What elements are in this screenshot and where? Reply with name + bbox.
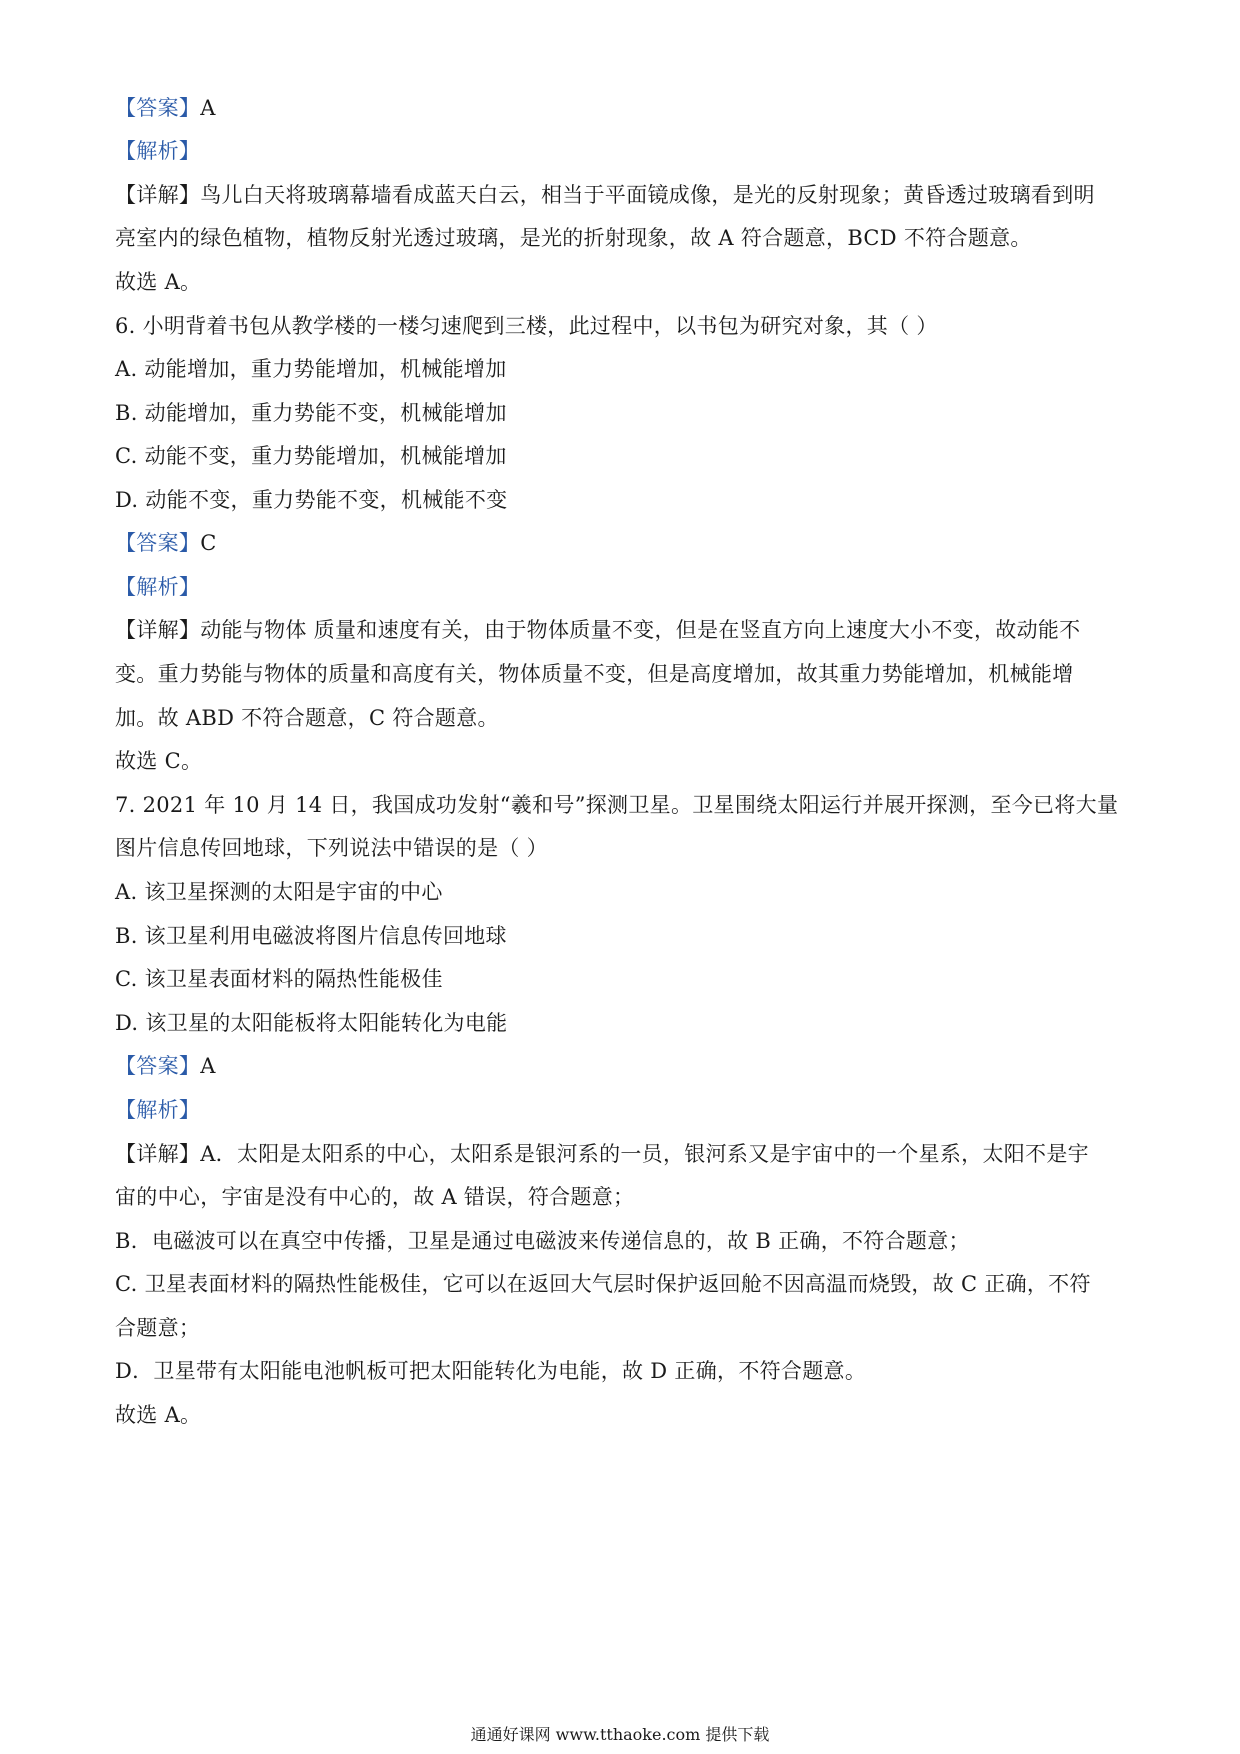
text-line: [115, 136, 1135, 166]
text-line: [115, 223, 1135, 253]
text-line: [115, 398, 1135, 428]
text-line: [115, 1095, 1135, 1125]
line-text: B. 动能增加，重力势能不变，机械能增加: [115, 401, 507, 425]
line-text: C. 动能不变，重力势能增加，机械能增加: [115, 444, 507, 468]
line-text: 宙的中心，宇宙是没有中心的，故 A 错误，符合题意；: [115, 1185, 635, 1209]
line-text: 【详解】动能与物体 质量和速度有关，由于物体质量不变，但是在竖直方向上速度大小不变，故动能不: [115, 618, 1081, 642]
text-line: [115, 790, 1135, 820]
text-line: [115, 703, 1135, 733]
text-line: [115, 877, 1135, 907]
line-text: 故选 C。: [115, 749, 203, 773]
text-line: [115, 311, 1135, 341]
text-line: [115, 1182, 1135, 1212]
line-text: A: [200, 1054, 216, 1078]
line-text: 故选 A。: [115, 270, 202, 294]
text-line: [115, 833, 1135, 863]
text-line: [115, 441, 1135, 471]
text-line: [115, 1400, 1135, 1430]
line-text: 6. 小明背着书包从教学楼的一楼匀速爬到三楼，此过程中，以书包为研究对象，其（ ）: [115, 314, 938, 338]
text-line: [115, 964, 1135, 994]
section-label: 【答案】: [115, 531, 201, 555]
line-text: 7. 2021 年 10 月 14 日，我国成功发射“羲和号”探测卫星。卫星围绕太阳运行并展开探测，至今已将大量: [115, 793, 1119, 817]
text-line: [115, 1313, 1135, 1343]
section-label: 【解析】: [115, 575, 201, 599]
line-text: 变。重力势能与物体的质量和高度有关，物体质量不变，但是高度增加，故其重力势能增加，机械能增: [115, 662, 1074, 686]
text-line: [115, 659, 1135, 689]
text-line: [115, 615, 1135, 645]
section-label: 【解析】: [115, 1098, 201, 1122]
line-text: A: [200, 96, 216, 120]
text-line: [115, 1269, 1135, 1299]
line-text: 图片信息传回地球，下列说法中错误的是（ ）: [115, 836, 548, 860]
text-line: [115, 921, 1135, 951]
section-label: 【答案】: [115, 1054, 201, 1078]
text-line: [115, 485, 1135, 515]
text-line: [115, 746, 1135, 776]
line-text: 【详解】鸟儿白天将玻璃幕墙看成蓝天白云，相当于平面镜成像，是光的反射现象；黄昏透过玻璃看到明: [115, 183, 1095, 207]
line-text: A. 该卫星探测的太阳是宇宙的中心: [115, 880, 443, 904]
line-text: D. 该卫星的太阳能板将太阳能转化为电能: [115, 1011, 508, 1035]
line-text: B．电磁波可以在真空中传播，卫星是通过电磁波来传递信息的，故 B 正确，不符合题意；: [115, 1229, 970, 1253]
text-line: [115, 354, 1135, 384]
text-line: [115, 572, 1135, 602]
line-text: 故选 A。: [115, 1403, 202, 1427]
line-text: D. 动能不变，重力势能不变，机械能不变: [115, 488, 508, 512]
line-text: 【详解】A．太阳是太阳系的中心，太阳系是银河系的一员，银河系又是宇宙中的一个星系，太阳不是宇: [115, 1142, 1089, 1166]
text-line: [115, 93, 1135, 123]
page-footer: 通通好课网 www.tthaoke.com 提供下载: [470, 1725, 770, 1744]
line-text: 合题意；: [115, 1316, 201, 1340]
text-line: [115, 1356, 1135, 1386]
text-line: [115, 1226, 1135, 1256]
line-text: 亮室内的绿色植物，植物反射光透过玻璃，是光的折射现象，故 A 符合题意，BCD 不符合题意。: [115, 226, 1032, 250]
text-line: [115, 180, 1135, 210]
line-text: 加。故 ABD 不符合题意，C 符合题意。: [115, 706, 499, 730]
text-line: [115, 1008, 1135, 1038]
line-text: C. 该卫星表面材料的隔热性能极佳: [115, 967, 443, 991]
text-line: [115, 1139, 1135, 1169]
line-text: C: [200, 531, 217, 555]
line-text: A. 动能增加，重力势能增加，机械能增加: [115, 357, 507, 381]
line-text: C. 卫星表面材料的隔热性能极佳，它可以在返回大气层时保护返回舱不因高温而烧毁，故 C 正确，不符: [115, 1272, 1091, 1296]
text-line: [115, 267, 1135, 297]
text-line: [115, 528, 1135, 558]
text-line: [115, 1051, 1135, 1081]
line-text: D．卫星带有太阳能电池帆板可把太阳能转化为电能，故 D 正确，不符合题意。: [115, 1359, 867, 1383]
section-label: 【解析】: [115, 139, 201, 163]
section-label: 【答案】: [115, 96, 201, 120]
line-text: B. 该卫星利用电磁波将图片信息传回地球: [115, 924, 507, 948]
